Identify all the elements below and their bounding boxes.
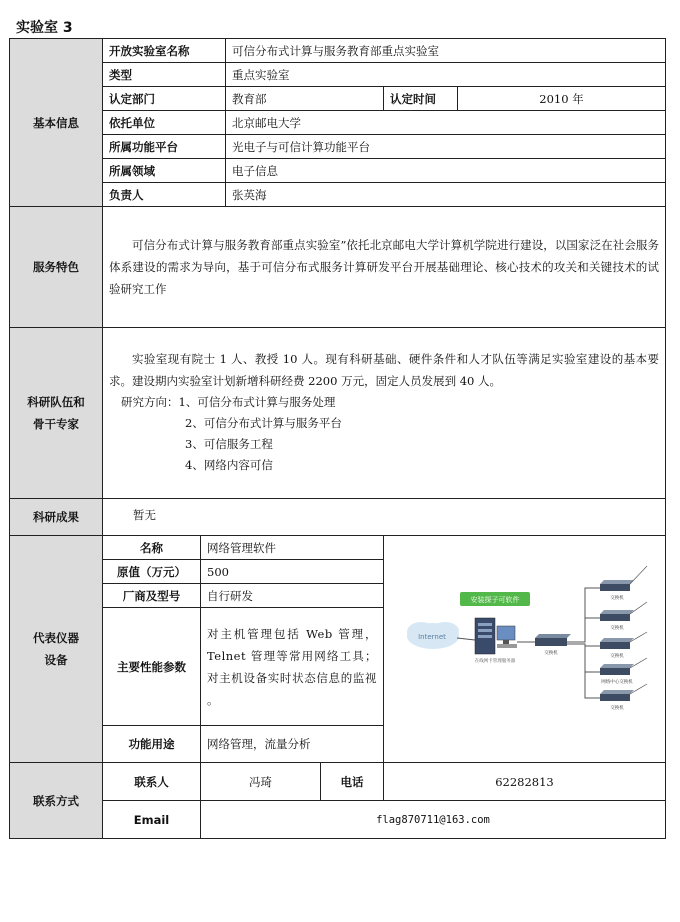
- unit-value: 北京邮电大学: [226, 111, 666, 135]
- server-icon: [475, 618, 495, 654]
- research-direction-2: 2、可信分布式计算与服务平台: [185, 416, 342, 430]
- server-caption: 在线网卡管理服务器: [474, 658, 515, 664]
- contact-row-person: [10, 763, 666, 801]
- leader-label: 负责人: [103, 183, 226, 207]
- time-value: 2010 年: [458, 87, 666, 111]
- section-equipment-line2: 设备: [44, 653, 68, 667]
- page-title: 实验室 3: [16, 20, 73, 36]
- section-contact: 联系方式: [10, 763, 103, 839]
- lab-info-table: [9, 38, 666, 839]
- platform-label: 所属功能平台: [103, 135, 226, 159]
- switch-4-label: 网络中心交换机: [600, 679, 633, 685]
- section-basic-info: 基本信息: [10, 39, 103, 207]
- section-service: 服务特色: [10, 207, 103, 328]
- basic-row-field: [10, 159, 666, 183]
- service-text: 可信分布式计算与服务教育部重点实验室”依托北京邮电大学计算机学院进行建设，以国家泛在社会服务体系建设的需求为导向，基于可信分布式服务计算研发平台开展基础理论、核心技术的攻关和关键技术的试验研究工作: [109, 238, 659, 296]
- type-label: 类型: [103, 63, 226, 87]
- switch-5-label: 交换机: [609, 705, 624, 711]
- section-equipment: [10, 536, 103, 763]
- switch-3-label: 交换机: [609, 653, 624, 659]
- section-team-line2: 骨干专家: [33, 417, 79, 431]
- equip-name-label: 名称: [103, 536, 201, 560]
- basic-row-platform: [10, 135, 666, 159]
- equip-use-value: 网络管理，流量分析: [201, 726, 384, 763]
- contact-person-label: 联系人: [103, 763, 201, 801]
- section-team-line1: 科研队伍和: [27, 395, 85, 409]
- research-direction-4: 4、网络内容可信: [185, 458, 273, 472]
- research-direction-head: 研究方向：1、可信分布式计算与服务处理: [121, 395, 336, 409]
- basic-row-dept: [10, 87, 666, 111]
- contact-row-email: [10, 801, 666, 839]
- team-text: 实验室现有院士 1 人、教授 10 人。现有科研基础、硬件条件和人才队伍等满足实验室建设的基本要求。建设期内实验室计划新增科研经费 2200 万元，固定人员发展到 40 人。: [109, 352, 659, 388]
- platform-value: 光电子与可信计算功能平台: [226, 135, 666, 159]
- lab-name-value: 可信分布式计算与服务教育部重点实验室: [226, 39, 666, 63]
- basic-row-name: [10, 39, 666, 63]
- basic-row-unit: [10, 111, 666, 135]
- basic-row-type: [10, 63, 666, 87]
- time-label: 认定时间: [384, 87, 458, 111]
- section-team: [10, 328, 103, 499]
- dept-value: 教育部: [226, 87, 384, 111]
- equip-use-label: 功能用途: [103, 726, 201, 763]
- equip-perf-label: 主要性能参数: [103, 608, 201, 726]
- section-results: 科研成果: [10, 499, 103, 536]
- contact-email-value: flag870711@163.com: [201, 801, 666, 839]
- equip-price-value: 500: [201, 560, 384, 584]
- core-switch-label: 交换机: [543, 650, 558, 656]
- equip-maker-value: 自行研发: [201, 584, 384, 608]
- software-banner-text: 安装探子可软件: [470, 595, 519, 604]
- equip-price-label: 原值（万元）: [103, 560, 201, 584]
- research-direction-3: 3、可信服务工程: [185, 437, 273, 451]
- type-value: 重点实验室: [226, 63, 666, 87]
- field-value: 电子信息: [226, 159, 666, 183]
- monitor-icon: [497, 626, 517, 648]
- leader-value: 张英海: [226, 183, 666, 207]
- cloud-label: Internet: [417, 632, 446, 641]
- contact-phone-label: 电话: [321, 763, 384, 801]
- switch-2-label: 交换机: [609, 625, 624, 631]
- switch-1-label: 交换机: [609, 595, 624, 601]
- network-topology-image: [385, 538, 665, 758]
- lab-name-label: 开放实验室名称: [103, 39, 226, 63]
- contact-phone-value: 62282813: [384, 763, 666, 801]
- equip-perf-value: 对主机管理包括 Web 管理，Telnet 管理等常用网络工具；对主机设备实时状态信息的监视 。: [201, 608, 384, 726]
- unit-label: 依托单位: [103, 111, 226, 135]
- equip-name-value: 网络管理软件: [201, 536, 384, 560]
- equip-maker-label: 厂商及型号: [103, 584, 201, 608]
- field-label: 所属领域: [103, 159, 226, 183]
- team-row: [10, 328, 666, 499]
- dept-label: 认定部门: [103, 87, 226, 111]
- contact-email-label: Email: [103, 801, 201, 839]
- contact-person-value: 冯琦: [201, 763, 321, 801]
- basic-row-leader: [10, 183, 666, 207]
- service-row: [10, 207, 666, 328]
- equip-row-name: [10, 536, 666, 560]
- results-value: 暂无: [103, 499, 666, 536]
- network-diagram-cell: [384, 536, 666, 763]
- section-equipment-line1: 代表仪器: [33, 631, 79, 645]
- results-row: [10, 499, 666, 536]
- internet-cloud-icon: [407, 622, 459, 649]
